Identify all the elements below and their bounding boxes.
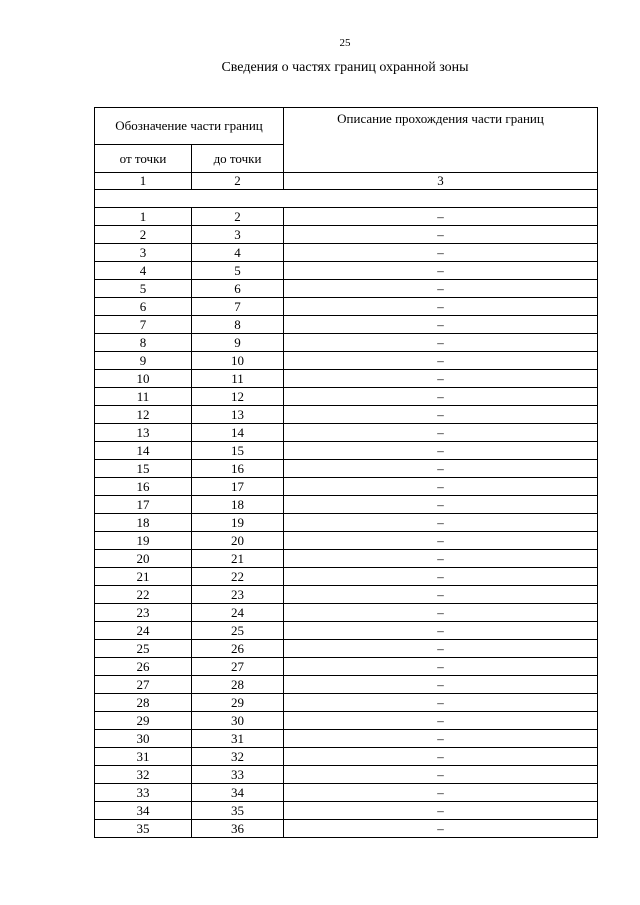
to-point-cell: 3: [192, 226, 284, 244]
table-row: [95, 226, 598, 244]
description-cell: –: [284, 496, 598, 514]
table-row: [95, 730, 598, 748]
table-row: [95, 586, 598, 604]
to-point-cell: 14: [192, 424, 284, 442]
to-point-header: до точки: [192, 145, 284, 173]
description-cell: –: [284, 460, 598, 478]
to-point-cell: 34: [192, 784, 284, 802]
table-row: [95, 568, 598, 586]
description-cell: –: [284, 568, 598, 586]
to-point-cell: 5: [192, 262, 284, 280]
to-point-cell: 16: [192, 460, 284, 478]
designation-header: Обозначение части границ: [95, 108, 284, 145]
to-point-cell: 9: [192, 334, 284, 352]
table-row: [95, 712, 598, 730]
to-point-cell: 15: [192, 442, 284, 460]
table-row: [95, 460, 598, 478]
description-cell: –: [284, 478, 598, 496]
to-point-cell: 21: [192, 550, 284, 568]
to-point-cell: 25: [192, 622, 284, 640]
from-point-cell: 16: [95, 478, 192, 496]
to-point-cell: 8: [192, 316, 284, 334]
table-row: [95, 748, 598, 766]
to-point-cell: 29: [192, 694, 284, 712]
description-cell: –: [284, 316, 598, 334]
from-point-cell: 22: [95, 586, 192, 604]
from-point-header: от точки: [95, 145, 192, 173]
table-row: [95, 496, 598, 514]
table-row: [95, 640, 598, 658]
table-row: [95, 244, 598, 262]
table-row: [95, 658, 598, 676]
from-point-cell: 4: [95, 262, 192, 280]
from-point-cell: 21: [95, 568, 192, 586]
description-cell: –: [284, 748, 598, 766]
description-cell: –: [284, 298, 598, 316]
from-point-cell: 3: [95, 244, 192, 262]
table-row: [95, 442, 598, 460]
description-cell: –: [284, 442, 598, 460]
table-row: [95, 622, 598, 640]
table-row: [95, 388, 598, 406]
description-cell: –: [284, 406, 598, 424]
description-cell: –: [284, 424, 598, 442]
to-point-cell: 22: [192, 568, 284, 586]
column-number: 1: [95, 173, 192, 190]
to-point-cell: 31: [192, 730, 284, 748]
description-cell: –: [284, 658, 598, 676]
from-point-cell: 25: [95, 640, 192, 658]
description-cell: –: [284, 586, 598, 604]
description-cell: –: [284, 784, 598, 802]
from-point-cell: 1: [95, 208, 192, 226]
table-body: [95, 108, 598, 838]
from-point-cell: 20: [95, 550, 192, 568]
to-point-cell: 33: [192, 766, 284, 784]
description-cell: –: [284, 280, 598, 298]
description-cell: –: [284, 208, 598, 226]
table-row: [95, 766, 598, 784]
description-cell: –: [284, 550, 598, 568]
to-point-cell: 23: [192, 586, 284, 604]
description-cell: –: [284, 262, 598, 280]
table-row: [95, 478, 598, 496]
to-point-cell: 26: [192, 640, 284, 658]
boundary-parts-table: [94, 107, 598, 838]
to-point-cell: 27: [192, 658, 284, 676]
table-row: [95, 352, 598, 370]
from-point-cell: 33: [95, 784, 192, 802]
to-point-cell: 18: [192, 496, 284, 514]
column-number: 3: [284, 173, 598, 190]
from-point-cell: 10: [95, 370, 192, 388]
from-point-cell: 17: [95, 496, 192, 514]
spacer-row: [95, 190, 598, 208]
description-cell: –: [284, 334, 598, 352]
from-point-cell: 23: [95, 604, 192, 622]
table-row: [95, 316, 598, 334]
description-header: Описание прохождения части границ: [284, 108, 598, 173]
to-point-cell: 10: [192, 352, 284, 370]
from-point-cell: 12: [95, 406, 192, 424]
table-row: [95, 298, 598, 316]
description-cell: –: [284, 226, 598, 244]
description-cell: –: [284, 766, 598, 784]
to-point-cell: 32: [192, 748, 284, 766]
document-title: Сведения о частях границ охранной зоны: [221, 60, 469, 75]
table-row: [95, 784, 598, 802]
table-row: [95, 550, 598, 568]
table-row: [95, 370, 598, 388]
from-point-cell: 30: [95, 730, 192, 748]
description-cell: –: [284, 370, 598, 388]
from-point-cell: 5: [95, 280, 192, 298]
description-cell: –: [284, 730, 598, 748]
to-point-cell: 24: [192, 604, 284, 622]
from-point-cell: 14: [95, 442, 192, 460]
to-point-cell: 11: [192, 370, 284, 388]
from-point-cell: 32: [95, 766, 192, 784]
table-row: [95, 262, 598, 280]
from-point-cell: 28: [95, 694, 192, 712]
description-cell: –: [284, 244, 598, 262]
from-point-cell: 13: [95, 424, 192, 442]
from-point-cell: 19: [95, 532, 192, 550]
description-cell: –: [284, 820, 598, 838]
description-cell: –: [284, 532, 598, 550]
from-point-cell: 2: [95, 226, 192, 244]
description-cell: –: [284, 712, 598, 730]
description-cell: –: [284, 694, 598, 712]
from-point-cell: 9: [95, 352, 192, 370]
from-point-cell: 26: [95, 658, 192, 676]
table-row: [95, 208, 598, 226]
from-point-cell: 8: [95, 334, 192, 352]
from-point-cell: 6: [95, 298, 192, 316]
from-point-cell: 15: [95, 460, 192, 478]
to-point-cell: 12: [192, 388, 284, 406]
from-point-cell: 34: [95, 802, 192, 820]
description-cell: –: [284, 388, 598, 406]
spacer-cell: [95, 190, 598, 208]
description-cell: –: [284, 622, 598, 640]
to-point-cell: 13: [192, 406, 284, 424]
column-number: 2: [192, 173, 284, 190]
from-point-cell: 18: [95, 514, 192, 532]
table-row: [95, 820, 598, 838]
table-row: [95, 406, 598, 424]
to-point-cell: 17: [192, 478, 284, 496]
to-point-cell: 6: [192, 280, 284, 298]
description-cell: –: [284, 640, 598, 658]
to-point-cell: 7: [192, 298, 284, 316]
table-row: [95, 532, 598, 550]
to-point-cell: 4: [192, 244, 284, 262]
to-point-cell: 35: [192, 802, 284, 820]
table-row: [95, 802, 598, 820]
header-row: [95, 108, 598, 145]
table-row: [95, 514, 598, 532]
from-point-cell: 29: [95, 712, 192, 730]
table-row: [95, 280, 598, 298]
to-point-cell: 30: [192, 712, 284, 730]
column-numbers-row: [95, 173, 598, 190]
description-cell: –: [284, 514, 598, 532]
description-cell: –: [284, 676, 598, 694]
table-row: [95, 676, 598, 694]
from-point-cell: 7: [95, 316, 192, 334]
to-point-cell: 20: [192, 532, 284, 550]
table-row: [95, 334, 598, 352]
from-point-cell: 24: [95, 622, 192, 640]
description-cell: –: [284, 802, 598, 820]
page-number: 25: [339, 37, 351, 49]
table-row: [95, 424, 598, 442]
to-point-cell: 19: [192, 514, 284, 532]
from-point-cell: 35: [95, 820, 192, 838]
table-row: [95, 604, 598, 622]
from-point-cell: 11: [95, 388, 192, 406]
from-point-cell: 31: [95, 748, 192, 766]
description-cell: –: [284, 352, 598, 370]
description-cell: –: [284, 604, 598, 622]
to-point-cell: 28: [192, 676, 284, 694]
from-point-cell: 27: [95, 676, 192, 694]
to-point-cell: 36: [192, 820, 284, 838]
table-row: [95, 694, 598, 712]
to-point-cell: 2: [192, 208, 284, 226]
